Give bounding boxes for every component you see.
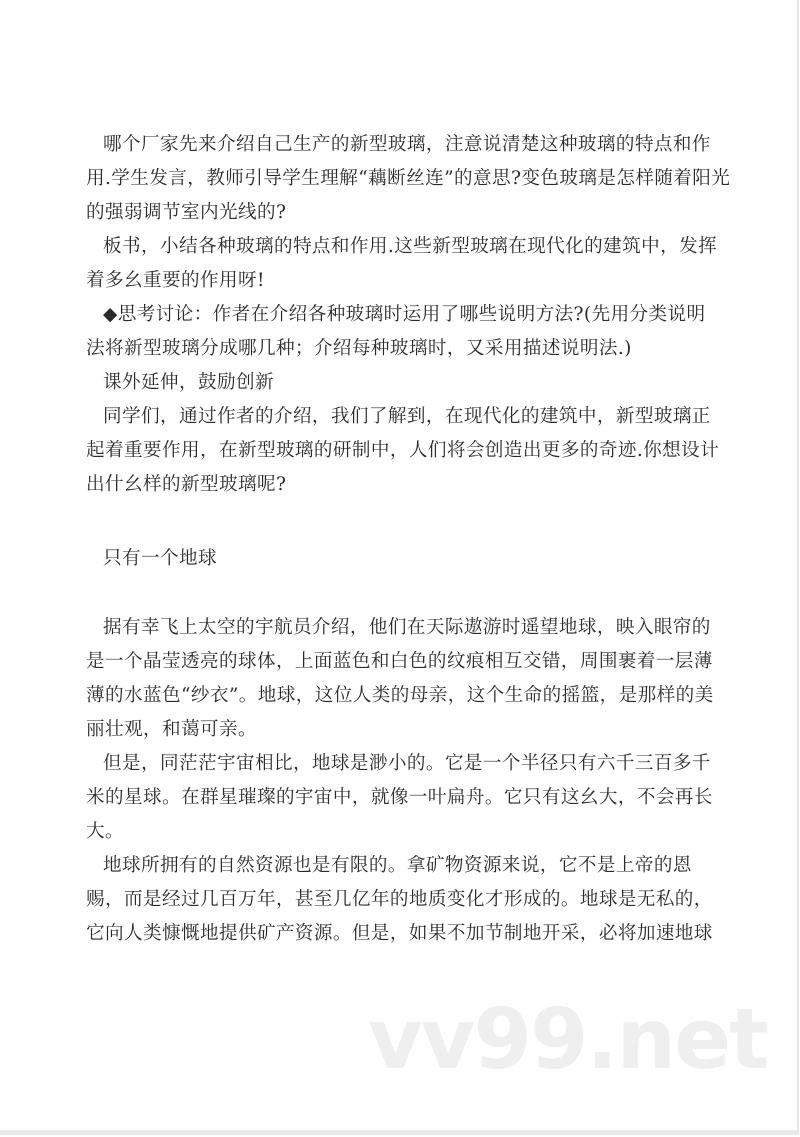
text-line: 丽壮观，和蔼可亲。 [86, 719, 257, 740]
subheading [86, 366, 716, 400]
text-line: 但是，同茫茫宇宙相比，地球是渺小的。它是一个半径只有六千三百多千 [103, 753, 711, 774]
section-title: 只有一个地球 [103, 548, 217, 569]
text-line: 法将新型玻璃分成哪几种；介绍每种玻璃时，又采用描述说明法.) [86, 338, 632, 359]
text-line: 出什幺样的新型玻璃呢? [86, 474, 287, 495]
paragraph [86, 849, 716, 951]
paragraph [86, 128, 731, 230]
paragraph [86, 611, 716, 747]
text-line: 用.学生发言，教师引导学生理解“藕断丝连”的意思?变色玻璃是怎样随着阳光 [86, 168, 731, 189]
paragraph [86, 230, 716, 298]
text-line: 米的星球。在群星璀璨的宇宙中，就像一叶扁舟。它只有这幺大，不会再长 [86, 787, 713, 808]
document-body [86, 128, 731, 951]
text-line: 它向人类慷慨地提供矿产资源。但是，如果不加节制地开采，必将加速地球 [86, 923, 713, 944]
text-line: 着多幺重要的作用呀! [86, 270, 265, 291]
text-line: 据有幸飞上太空的宇航员介绍，他们在天际遨游时遥望地球，映入眼帘的 [103, 617, 711, 638]
text-line: 的强弱调节室内光线的? [86, 202, 287, 223]
text-line: 赐，而是经过几百万年，甚至几亿年的地质变化才形成的。地球是无私的， [86, 889, 713, 910]
paragraph [86, 400, 720, 502]
watermark: vv99.net [368, 990, 768, 1088]
text-line: 大。 [86, 821, 124, 842]
text-line: 起着重要作用，在新型玻璃的研制中，人们将会创造出更多的奇迹.你想设计 [86, 440, 720, 461]
text-line: 板书，小结各种玻璃的特点和作用.这些新型玻璃在现代化的建筑中，发挥 [103, 236, 718, 257]
text-line: 地球所拥有的自然资源也是有限的。拿矿物资源来说，它不是上帝的恩 [103, 855, 692, 876]
text-line: 课外延伸，鼓励创新 [103, 372, 274, 393]
text-line: 是一个晶莹透亮的球体，上面蓝色和白色的纹痕相互交错，周围裹着一层薄 [86, 651, 713, 672]
text-line: 哪个厂家先来介绍自己生产的新型玻璃，注意说清楚这种玻璃的特点和作 [103, 134, 711, 155]
text-line: ◆思考讨论：作者在介绍各种玻璃时运用了哪些说明方法?(先用分类说明 [103, 304, 706, 325]
discussion-paragraph [86, 298, 716, 366]
text-line: 薄的水蓝色“纱衣”。地球，这位人类的母亲，这个生命的摇篮，是那样的美 [86, 685, 714, 706]
text-line: 同学们，通过作者的介绍，我们了解到，在现代化的建筑中，新型玻璃正 [103, 406, 711, 427]
paragraph [86, 747, 716, 849]
